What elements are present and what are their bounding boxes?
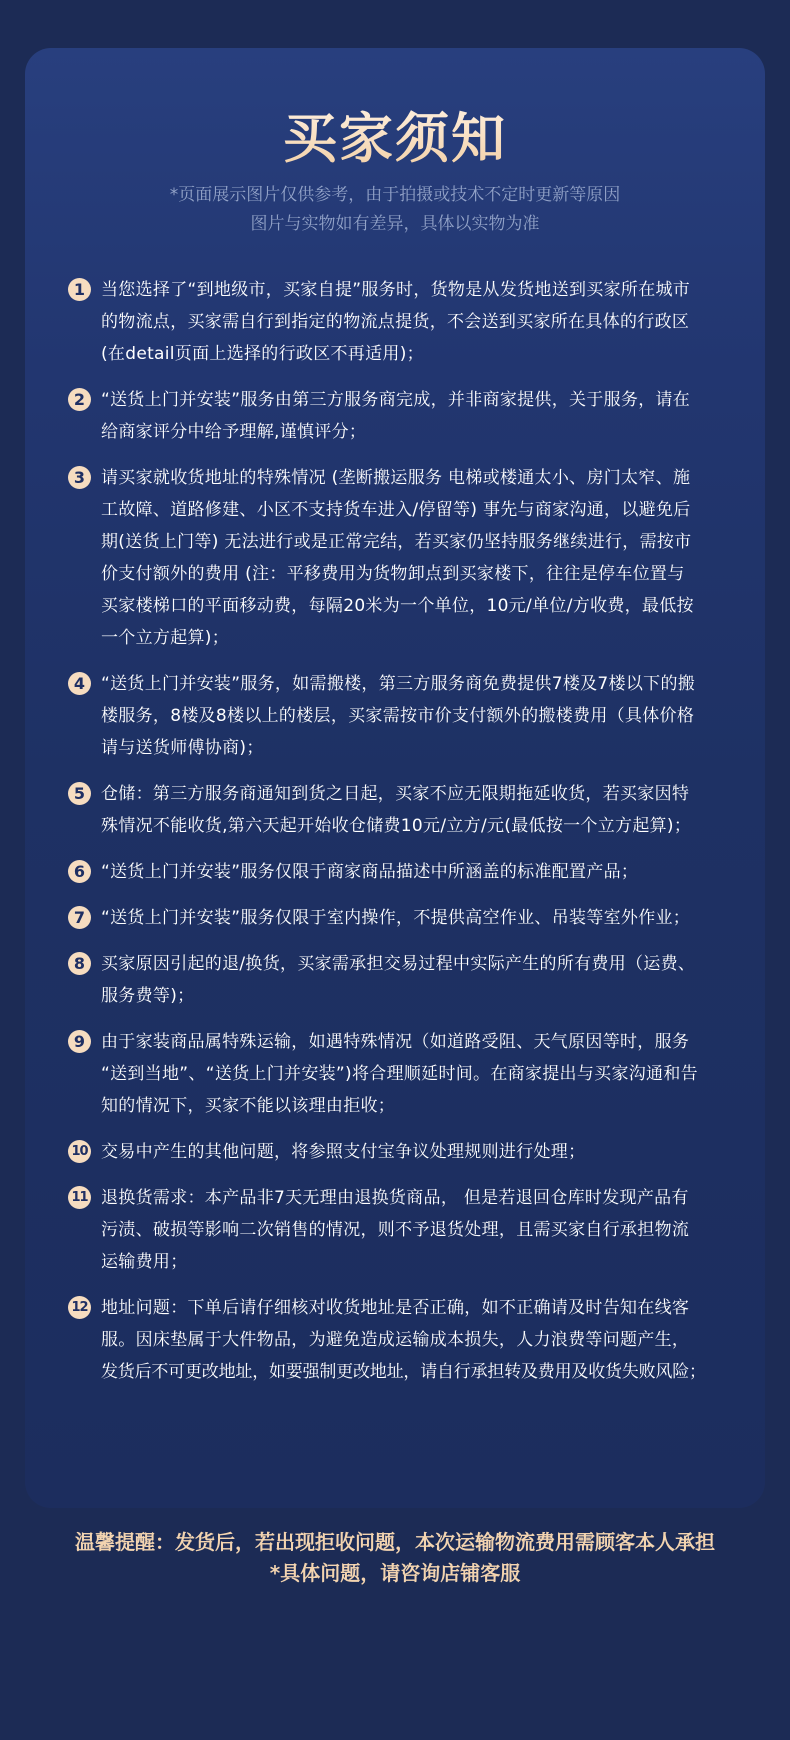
notice-text-5 bbox=[101, 778, 768, 842]
notice-text-9 bbox=[101, 1026, 768, 1122]
line: 由于家装商品属特殊运输，如遇特殊情况（如道路受阻、天气原因等时，服务 bbox=[101, 1032, 690, 1052]
number-badge-4: 4 bbox=[68, 672, 91, 695]
number-badge-12: 12 bbox=[68, 1296, 91, 1319]
number-badge-5: 5 bbox=[68, 782, 91, 805]
line: 期(送货上门等) 无法进行或是正常完结，若买家仍坚持服务继续进行，需按市 bbox=[101, 532, 692, 552]
line: 给商家评分中给予理解,谨慎评分； bbox=[101, 422, 367, 442]
line: 买家楼梯口的平面移动费，每隔20米为一个单位，10元/单位/方收费，最低按 bbox=[101, 596, 694, 616]
line: 污渍、破损等影响二次销售的情况，则不予退货处理，且需买家自行承担物流 bbox=[101, 1220, 690, 1240]
notice-list bbox=[68, 274, 768, 1388]
reminder-text: 温馨提醒：发货后，若出现拒收问题，本次运输物流费用需顾客本人承担 bbox=[75, 1530, 715, 1554]
line: 仓储：第三方服务商通知到货之日起，买家不应无限期拖延收货，若买家因特 bbox=[101, 784, 690, 804]
notice-item-6 bbox=[68, 856, 768, 888]
notice-text-8 bbox=[101, 948, 768, 1012]
notice-text-12 bbox=[101, 1292, 768, 1388]
line: 地址问题：下单后请仔细核对收货地址是否正确，如不正确请及时告知在线客 bbox=[101, 1298, 690, 1318]
line: (在detail页面上选择的行政区不再适用)； bbox=[101, 344, 424, 364]
customer-service-note: *具体问题，请咨询店铺客服 bbox=[269, 1561, 521, 1585]
number-badge-9: 9 bbox=[68, 1030, 91, 1053]
number-badge-7: 7 bbox=[68, 906, 91, 929]
number-badge-3: 3 bbox=[68, 466, 91, 489]
line: “送货上门并安装”服务，如需搬楼，第三方服务商免费提供7楼及7楼以下的搬 bbox=[101, 674, 696, 694]
line: 一个立方起算)； bbox=[101, 628, 230, 648]
notice-text-4 bbox=[101, 668, 768, 764]
notice-text-6 bbox=[101, 856, 768, 888]
notice-item-10 bbox=[68, 1136, 768, 1168]
number-badge-2: 2 bbox=[68, 388, 91, 411]
line: 买家原因引起的退/换货，买家需承担交易过程中实际产生的所有费用（运费、 bbox=[101, 954, 696, 974]
line: 价支付额外的费用 (注：平移费用为货物卸点到买家楼下，往往是停车位置与 bbox=[101, 564, 685, 584]
notice-item-9 bbox=[68, 1026, 768, 1122]
notice-text-7 bbox=[101, 902, 768, 934]
line: 发货后不可更改地址，如要强制更改地址，请自行承担转及费用及收货失败风险； bbox=[101, 1362, 706, 1382]
line: 当您选择了“到地级市，买家自提”服务时，货物是从发货地送到买家所在城市 bbox=[101, 280, 691, 300]
line: 请与送货师傅协商)； bbox=[101, 738, 264, 758]
line: 服。因床垫属于大件物品，为避免造成运输成本损失，人力浪费等问题产生， bbox=[101, 1330, 690, 1350]
page-title: 买家须知 bbox=[0, 96, 790, 173]
notice-item-1 bbox=[68, 274, 768, 370]
line: 楼服务，8楼及8楼以上的楼层，买家需按市价支付额外的搬楼费用（具体价格 bbox=[101, 706, 695, 726]
line: 的物流点，买家需自行到指定的物流点提货，不会送到买家所在具体的行政区 bbox=[101, 312, 690, 332]
notice-text-10 bbox=[101, 1136, 768, 1168]
line: 工故障、道路修建、小区不支持货车进入/停留等) 事先与商家沟通，以避免后 bbox=[101, 500, 691, 520]
line: “送货上门并安装”服务仅限于商家商品描述中所涵盖的标准配置产品； bbox=[101, 862, 639, 882]
number-badge-1: 1 bbox=[68, 278, 91, 301]
number-badge-10: 10 bbox=[68, 1140, 91, 1163]
line: “送到当地”、“送货上门并安装”)将合理顺延时间。在商家提出与买家沟通和告 bbox=[101, 1064, 698, 1084]
line: 请买家就收货地址的特殊情况 (垄断搬运服务 电梯或楼通太小、房门太窄、施 bbox=[101, 468, 691, 488]
notice-item-5 bbox=[68, 778, 768, 842]
number-badge-6: 6 bbox=[68, 860, 91, 883]
notice-item-8 bbox=[68, 948, 768, 1012]
line: 知的情况下，买家不能以该理由拒收； bbox=[101, 1096, 396, 1116]
subtitle-line-1: *页面展示图片仅供参考，由于拍摄或技术不定时更新等原因 bbox=[169, 185, 621, 205]
notice-text-11 bbox=[101, 1182, 768, 1278]
notice-item-12 bbox=[68, 1292, 768, 1388]
notice-text-1 bbox=[101, 274, 768, 370]
line: “送货上门并安装”服务由第三方服务商完成，并非商家提供，关于服务，请在 bbox=[101, 390, 691, 410]
notice-item-4 bbox=[68, 668, 768, 764]
number-badge-8: 8 bbox=[68, 952, 91, 975]
notice-item-11 bbox=[68, 1182, 768, 1278]
subtitle-line-2: 图片与实物如有差异，具体以实物为准 bbox=[250, 214, 540, 234]
notice-item-7 bbox=[68, 902, 768, 934]
number-badge-11: 11 bbox=[68, 1186, 91, 1209]
notice-text-2 bbox=[101, 384, 768, 448]
line: 退换货需求：本产品非7天无理由退换货商品， 但是若退回仓库时发现产品有 bbox=[101, 1188, 689, 1208]
line: 殊情况不能收货,第六天起开始收仓储费10元/立方/元(最低按一个立方起算)； bbox=[101, 816, 692, 836]
line: 运输费用； bbox=[101, 1252, 188, 1272]
line: “送货上门并安装”服务仅限于室内操作，不提供高空作业、吊装等室外作业； bbox=[101, 908, 691, 928]
notice-text-3 bbox=[101, 462, 768, 654]
line: 交易中产生的其他问题，将参照支付宝争议处理规则进行处理； bbox=[101, 1142, 586, 1162]
line: 服务费等)； bbox=[101, 986, 195, 1006]
notice-item-2 bbox=[68, 384, 768, 448]
notice-item-3 bbox=[68, 462, 768, 654]
